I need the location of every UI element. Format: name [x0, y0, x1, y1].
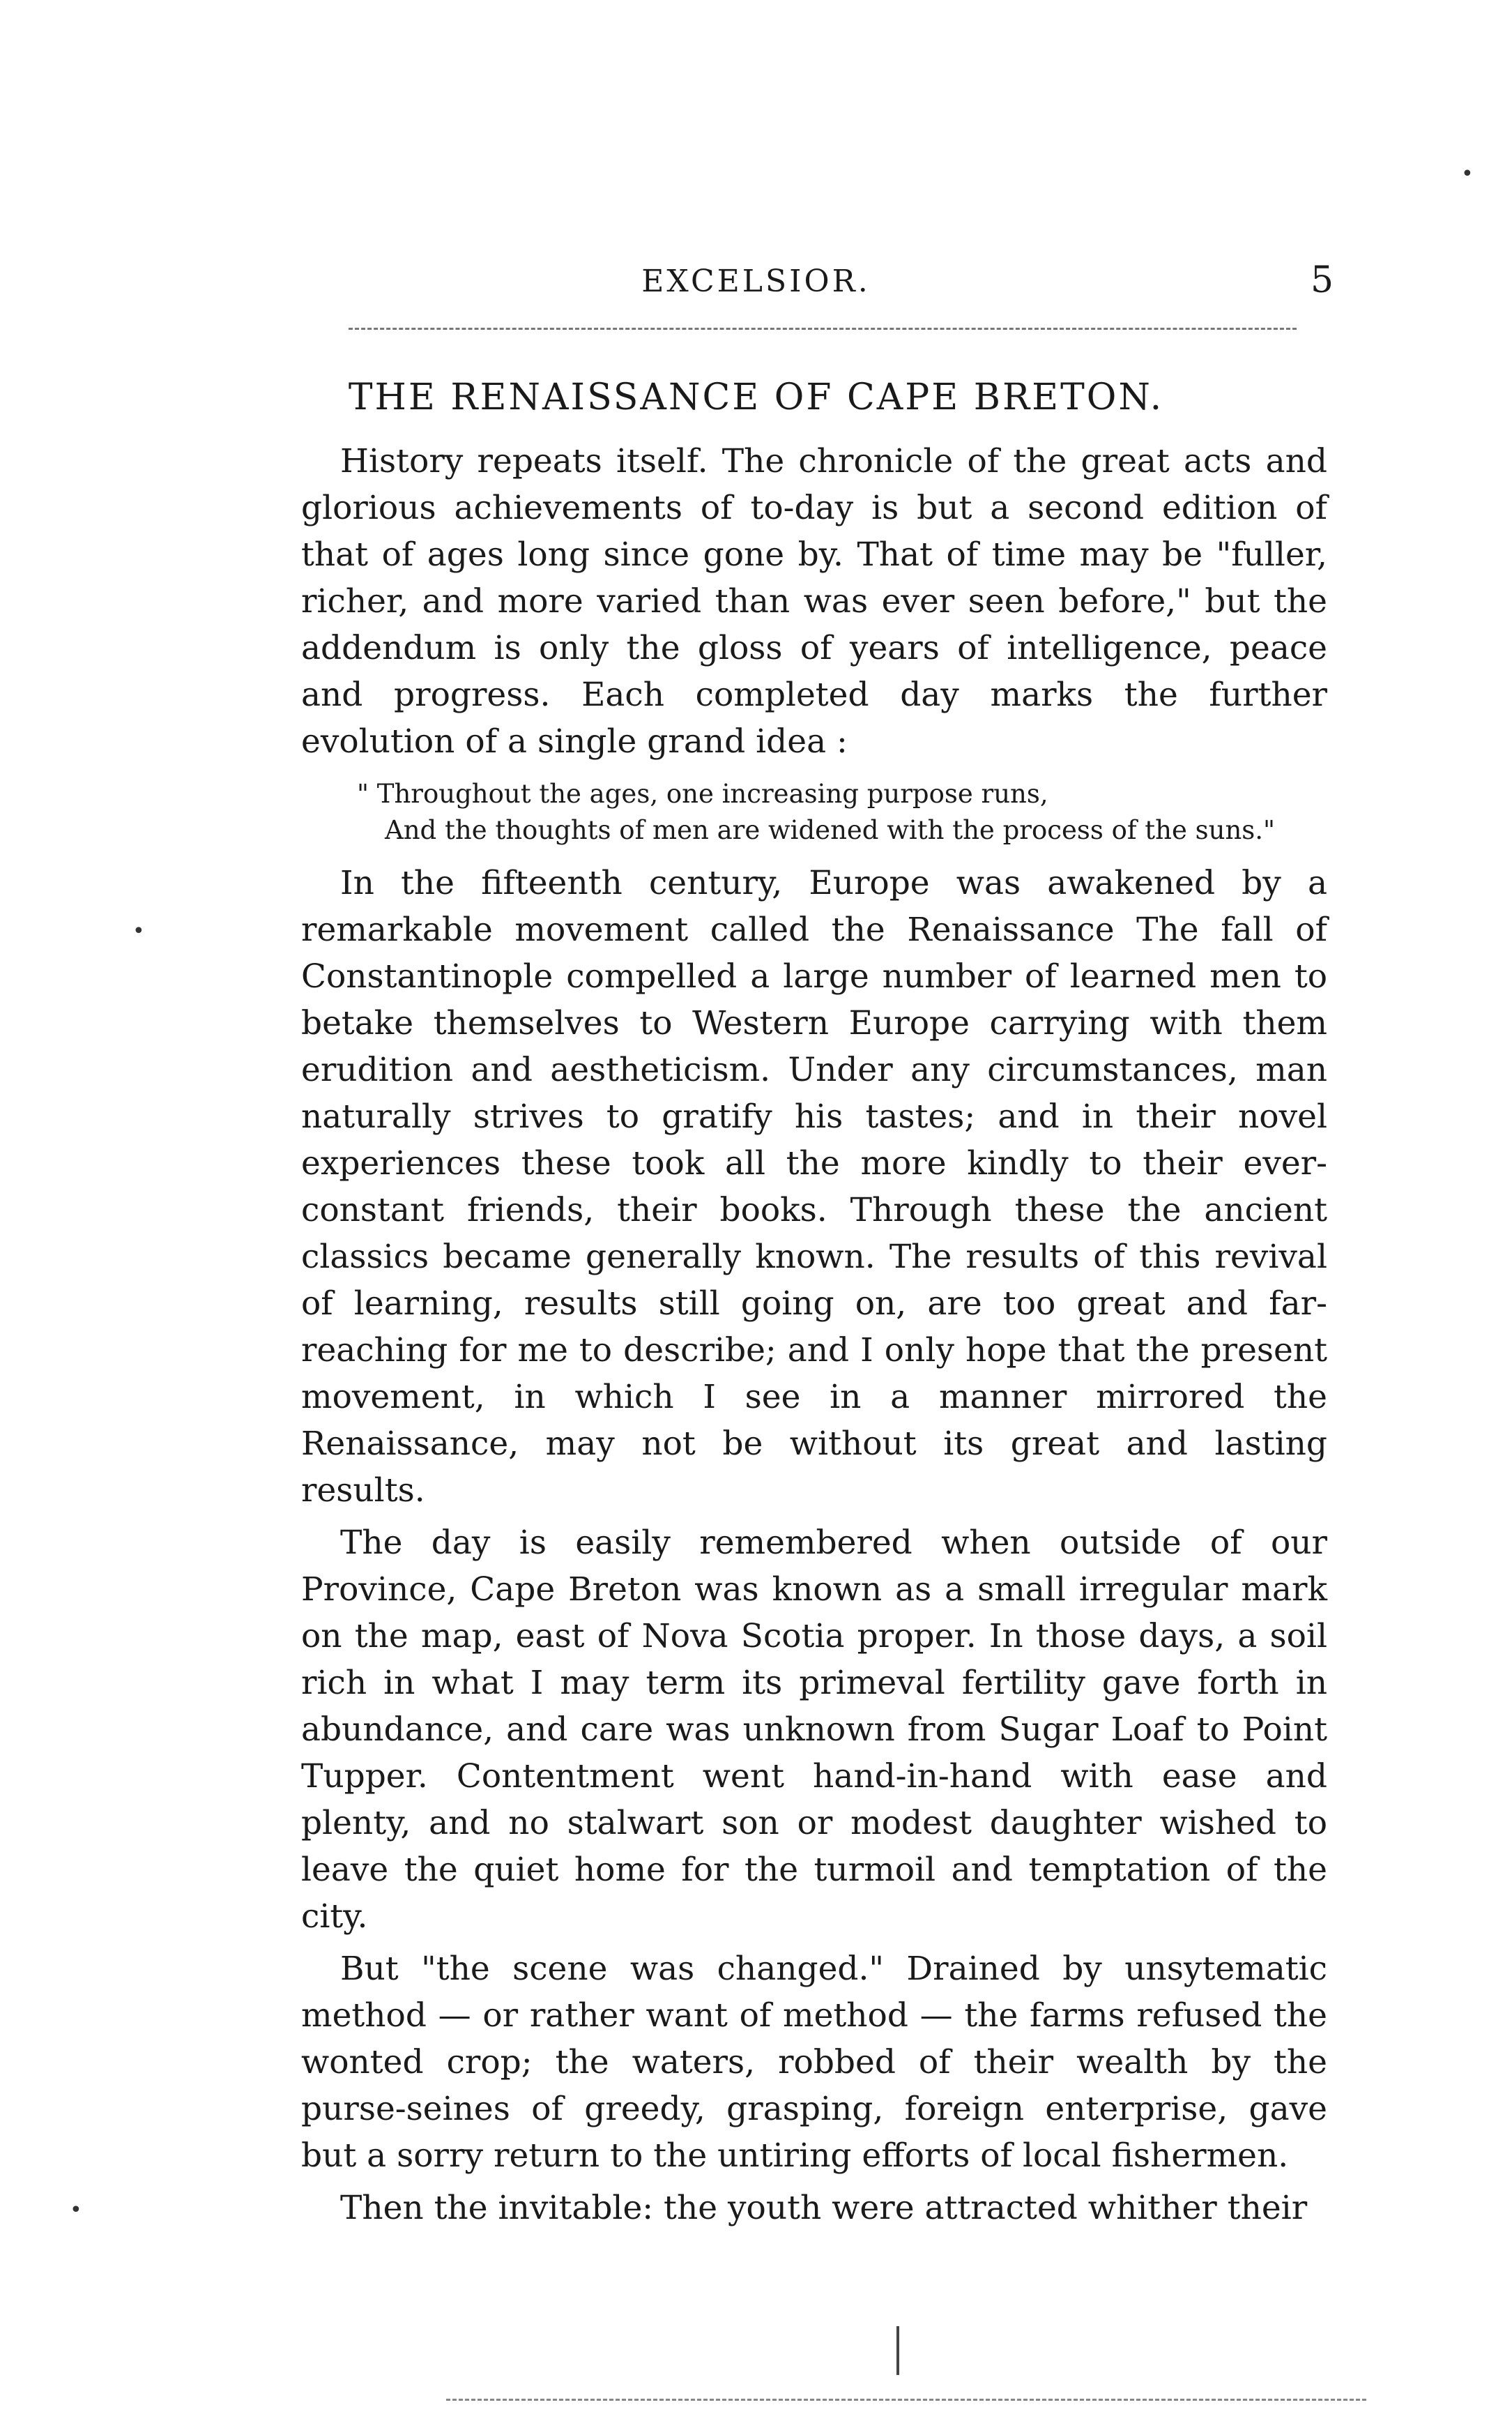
bottom-mark — [896, 2326, 899, 2375]
running-head: EXCELSIOR. — [641, 264, 871, 299]
article-title: THE RENAISSANCE OF CAPE BRETON. — [348, 377, 1164, 418]
quote-line: " Throughout the ages, one increasing purpose runs, — [357, 779, 1048, 809]
paragraph: Then the invitable: the youth were attracted whither their — [340, 2189, 1308, 2227]
header-rule — [349, 328, 1297, 330]
article-body — [301, 438, 1327, 2231]
margin-speck: • — [132, 919, 145, 943]
paragraph: The day is easily remembered when outside of our Province, Cape Breton was known as a small irregular mark on the map, east of Nova Scotia proper. In those days, a soil rich in what I may term its primeval fertility gave forth in abundance, and care was unknown from Sugar Loaf to Point Tupper. Contentment went hand-in-hand with ease and plenty, and no stalwart son or modest daughter wished to leave the quiet home for the turmoil and temptation of the city. — [301, 1524, 1327, 1936]
footer-rule — [446, 2399, 1366, 2401]
paragraph: But "the scene was changed." Drained by unsytematic method — or rather want of method — the farms refused the wonted crop; the waters, robbed of their wealth by the purse-seines of greedy, grasping, foreign enterprise, gave but a sorry return to the untiring efforts of local fishermen. — [301, 1950, 1327, 2175]
page-number: 5 — [1311, 259, 1334, 301]
block-quote — [357, 776, 1327, 849]
margin-speck: • — [70, 2198, 82, 2222]
quote-line: And the thoughts of men are widened with the process of the suns." — [385, 815, 1276, 845]
margin-speck: • — [1461, 162, 1474, 186]
paragraph: History repeats itself. The chronicle of the great acts and glorious achievements of to-day is but a second edition of that of ages long since gone by. That of time may be "fuller, richer, and more varied than was ever seen before," but the addendum is only the gloss of years of intelligence, peace and progress. Each completed day marks the further evolution of a single grand idea : — [301, 442, 1327, 761]
paragraph: In the fifteenth century, Europe was awakened by a remarkable movement called the Renaissance The fall of Constantinople compelled a large number of learned men to betake themselves to Western Europe carrying with them erudition and aestheticism. Under any circumstances, man naturally strives to gratify his tastes; and in their novel experiences these took all the more kindly to their ever-constant friends, their books. Through these the ancient classics became generally known. The results of this revival of learning, results still going on, are too great and far-reaching for me to describe; and I only hope that the present movement, in which I see in a manner mirrored the Renaissance, may not be without its great and lasting results. — [301, 864, 1327, 1510]
